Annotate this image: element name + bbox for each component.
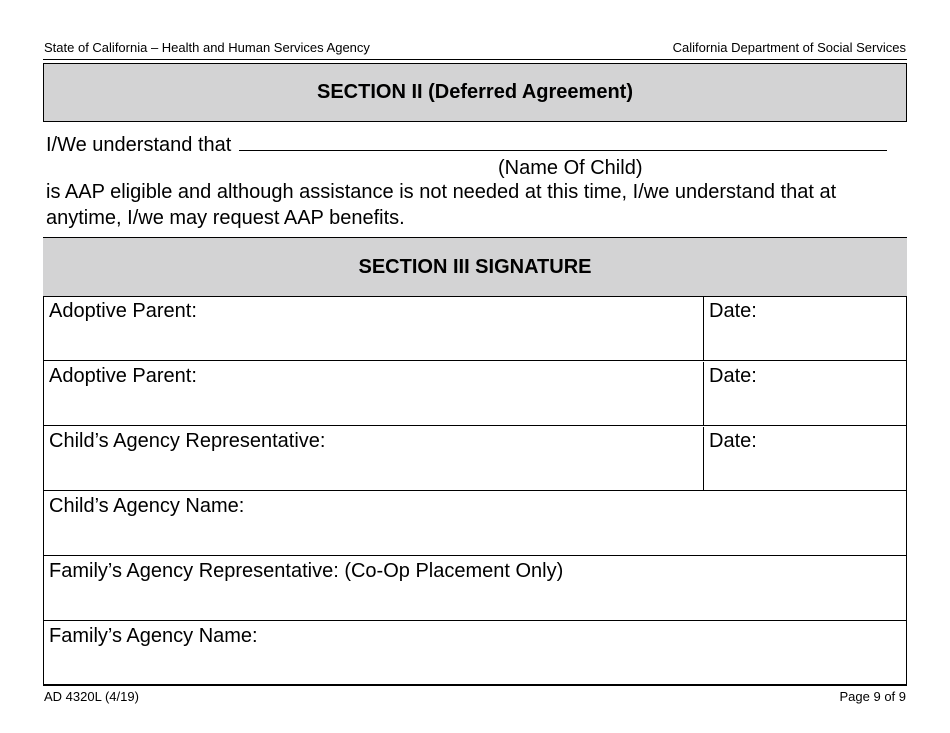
signature-table: [43, 296, 907, 686]
signature-row-family-agency-name[interactable]: [44, 622, 906, 686]
signature-row-childs-agency-name[interactable]: [44, 492, 906, 556]
signature-row-adoptive-parent-1[interactable]: [44, 297, 906, 361]
cell-divider: [703, 297, 704, 360]
signature-row-family-agency-rep[interactable]: [44, 557, 906, 621]
header-agency: State of California – Health and Human Services Agency: [44, 40, 370, 55]
signature-row-label: Adoptive Parent:: [49, 300, 197, 322]
signature-row-childs-agency-rep[interactable]: [44, 427, 906, 491]
date-field-label: Date:: [709, 430, 757, 452]
signature-row-label: Adoptive Parent:: [49, 365, 197, 387]
eligibility-statement: is AAP eligible and although assistance is not needed at this time, I/we understand that at anytime, I/we may request AAP benefits.: [46, 181, 837, 229]
signature-row-label: Family’s Agency Representative: (Co-Op Placement Only): [49, 560, 564, 582]
header-rule: [43, 59, 907, 60]
section-3-header: [43, 237, 907, 297]
section-3-title: SECTION III SIGNATURE: [358, 256, 592, 278]
child-name-blank[interactable]: [239, 131, 887, 151]
understand-line: [46, 131, 887, 158]
footer-page-number: Page 9 of 9: [839, 689, 906, 704]
footer-form-id: AD 4320L (4/19): [44, 689, 139, 704]
section-2-header: [43, 63, 907, 122]
header-department: California Department of Social Services: [672, 40, 906, 55]
section-2-title: SECTION II (Deferred Agreement): [317, 81, 633, 103]
signature-row-adoptive-parent-2[interactable]: [44, 362, 906, 426]
name-of-child-caption: (Name Of Child): [498, 157, 643, 179]
signature-row-label: Child’s Agency Name:: [49, 495, 245, 517]
cell-divider: [703, 362, 704, 425]
date-field-label: Date:: [709, 365, 757, 387]
cell-divider: [703, 427, 704, 490]
understand-prefix: I/We understand that: [46, 134, 232, 156]
date-field-label: Date:: [709, 300, 757, 322]
signature-row-label: Child’s Agency Representative:: [49, 430, 326, 452]
signature-row-label: Family’s Agency Name:: [49, 625, 258, 647]
